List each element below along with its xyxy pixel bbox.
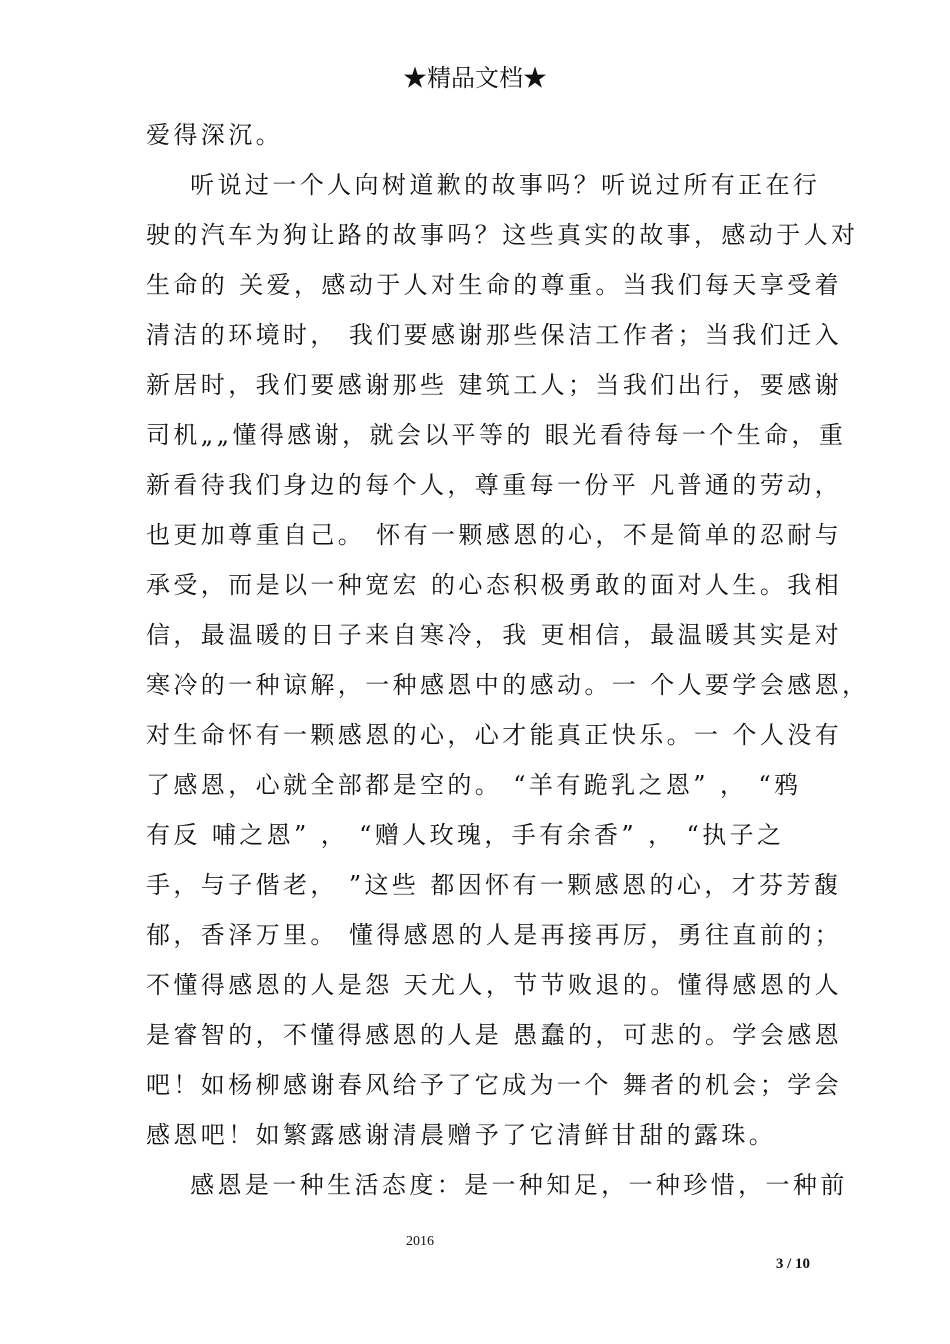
text-line: 新看待我们身边的每个人，尊重每一份平 凡普通的劳动， [146, 471, 843, 499]
text-line: 寒冷的一种谅解，一种感恩中的感动。一 个人要学会感恩， [146, 671, 870, 699]
text-line: 手，与子偕老， ”这些 都因怀有一颗感恩的心，才芬芳馥 [146, 871, 842, 899]
text-line: 了感恩，心就全部都是空的。 “羊有跪乳之恩” ， “鸦 [146, 771, 802, 799]
text-line: 清洁的环境时， 我们要感谢那些保洁工作者；当我们迁入 [146, 321, 843, 349]
text-line: 新居时，我们要感谢那些 建筑工人；当我们出行，要感谢 [146, 371, 843, 399]
text-line: 是睿智的，不懂得感恩的人是 愚蠢的，可悲的。学会感恩 [146, 1021, 843, 1049]
text-line: 吧！如杨柳感谢春风给予了它成为一个 舞者的机会；学会 [146, 1071, 843, 1099]
text-line: 承受，而是以一种宽宏 的心态积极勇敢的面对人生。我相 [146, 571, 843, 599]
text-line: 有反 哺之恩” ， “赠人玫瑰，手有余香” ， “执子之 [146, 821, 785, 849]
page-number: 3 / 10 [775, 1256, 810, 1272]
text-line: 郁，香泽万里。 懂得感恩的人是再接再厉，勇往直前的； [146, 921, 843, 949]
text-line: 驶的汽车为狗让路的故事吗？这些真实的故事，感动于人对 [146, 221, 859, 249]
text-line: 感恩是一种生活态度：是一种知足，一种珍惜，一种前 [146, 1171, 848, 1199]
footer-year: 2016 [406, 1234, 434, 1249]
text-line: 生命的 关爱，感动于人对生命的尊重。当我们每天享受着 [146, 271, 843, 299]
text-line: 信，最温暖的日子来自寒冷，我 更相信，最温暖其实是对 [146, 621, 843, 649]
text-line: 也更加尊重自己。 怀有一颗感恩的心，不是简单的忍耐与 [146, 521, 843, 549]
text-line: 听说过一个人向树道歉的故事吗？听说过所有正在行 [146, 171, 821, 199]
document-body [146, 110, 870, 1210]
text-line: 不懂得感恩的人是怨 天尤人，节节败退的。懂得感恩的人 [146, 971, 843, 999]
text-line: 感恩吧！如繁露感谢清晨赠予了它清鲜甘甜的露珠。 [146, 1121, 777, 1149]
text-line: 爱得深沉。 [146, 121, 283, 149]
text-line: 对生命怀有一颗感恩的心，心才能真正快乐。一 个人没有 [146, 721, 843, 749]
document-header-title: ★精品文档★ [403, 64, 547, 92]
text-line: 司机„„懂得感谢，就会以平等的 眼光看待每一个生命，重 [146, 421, 847, 449]
